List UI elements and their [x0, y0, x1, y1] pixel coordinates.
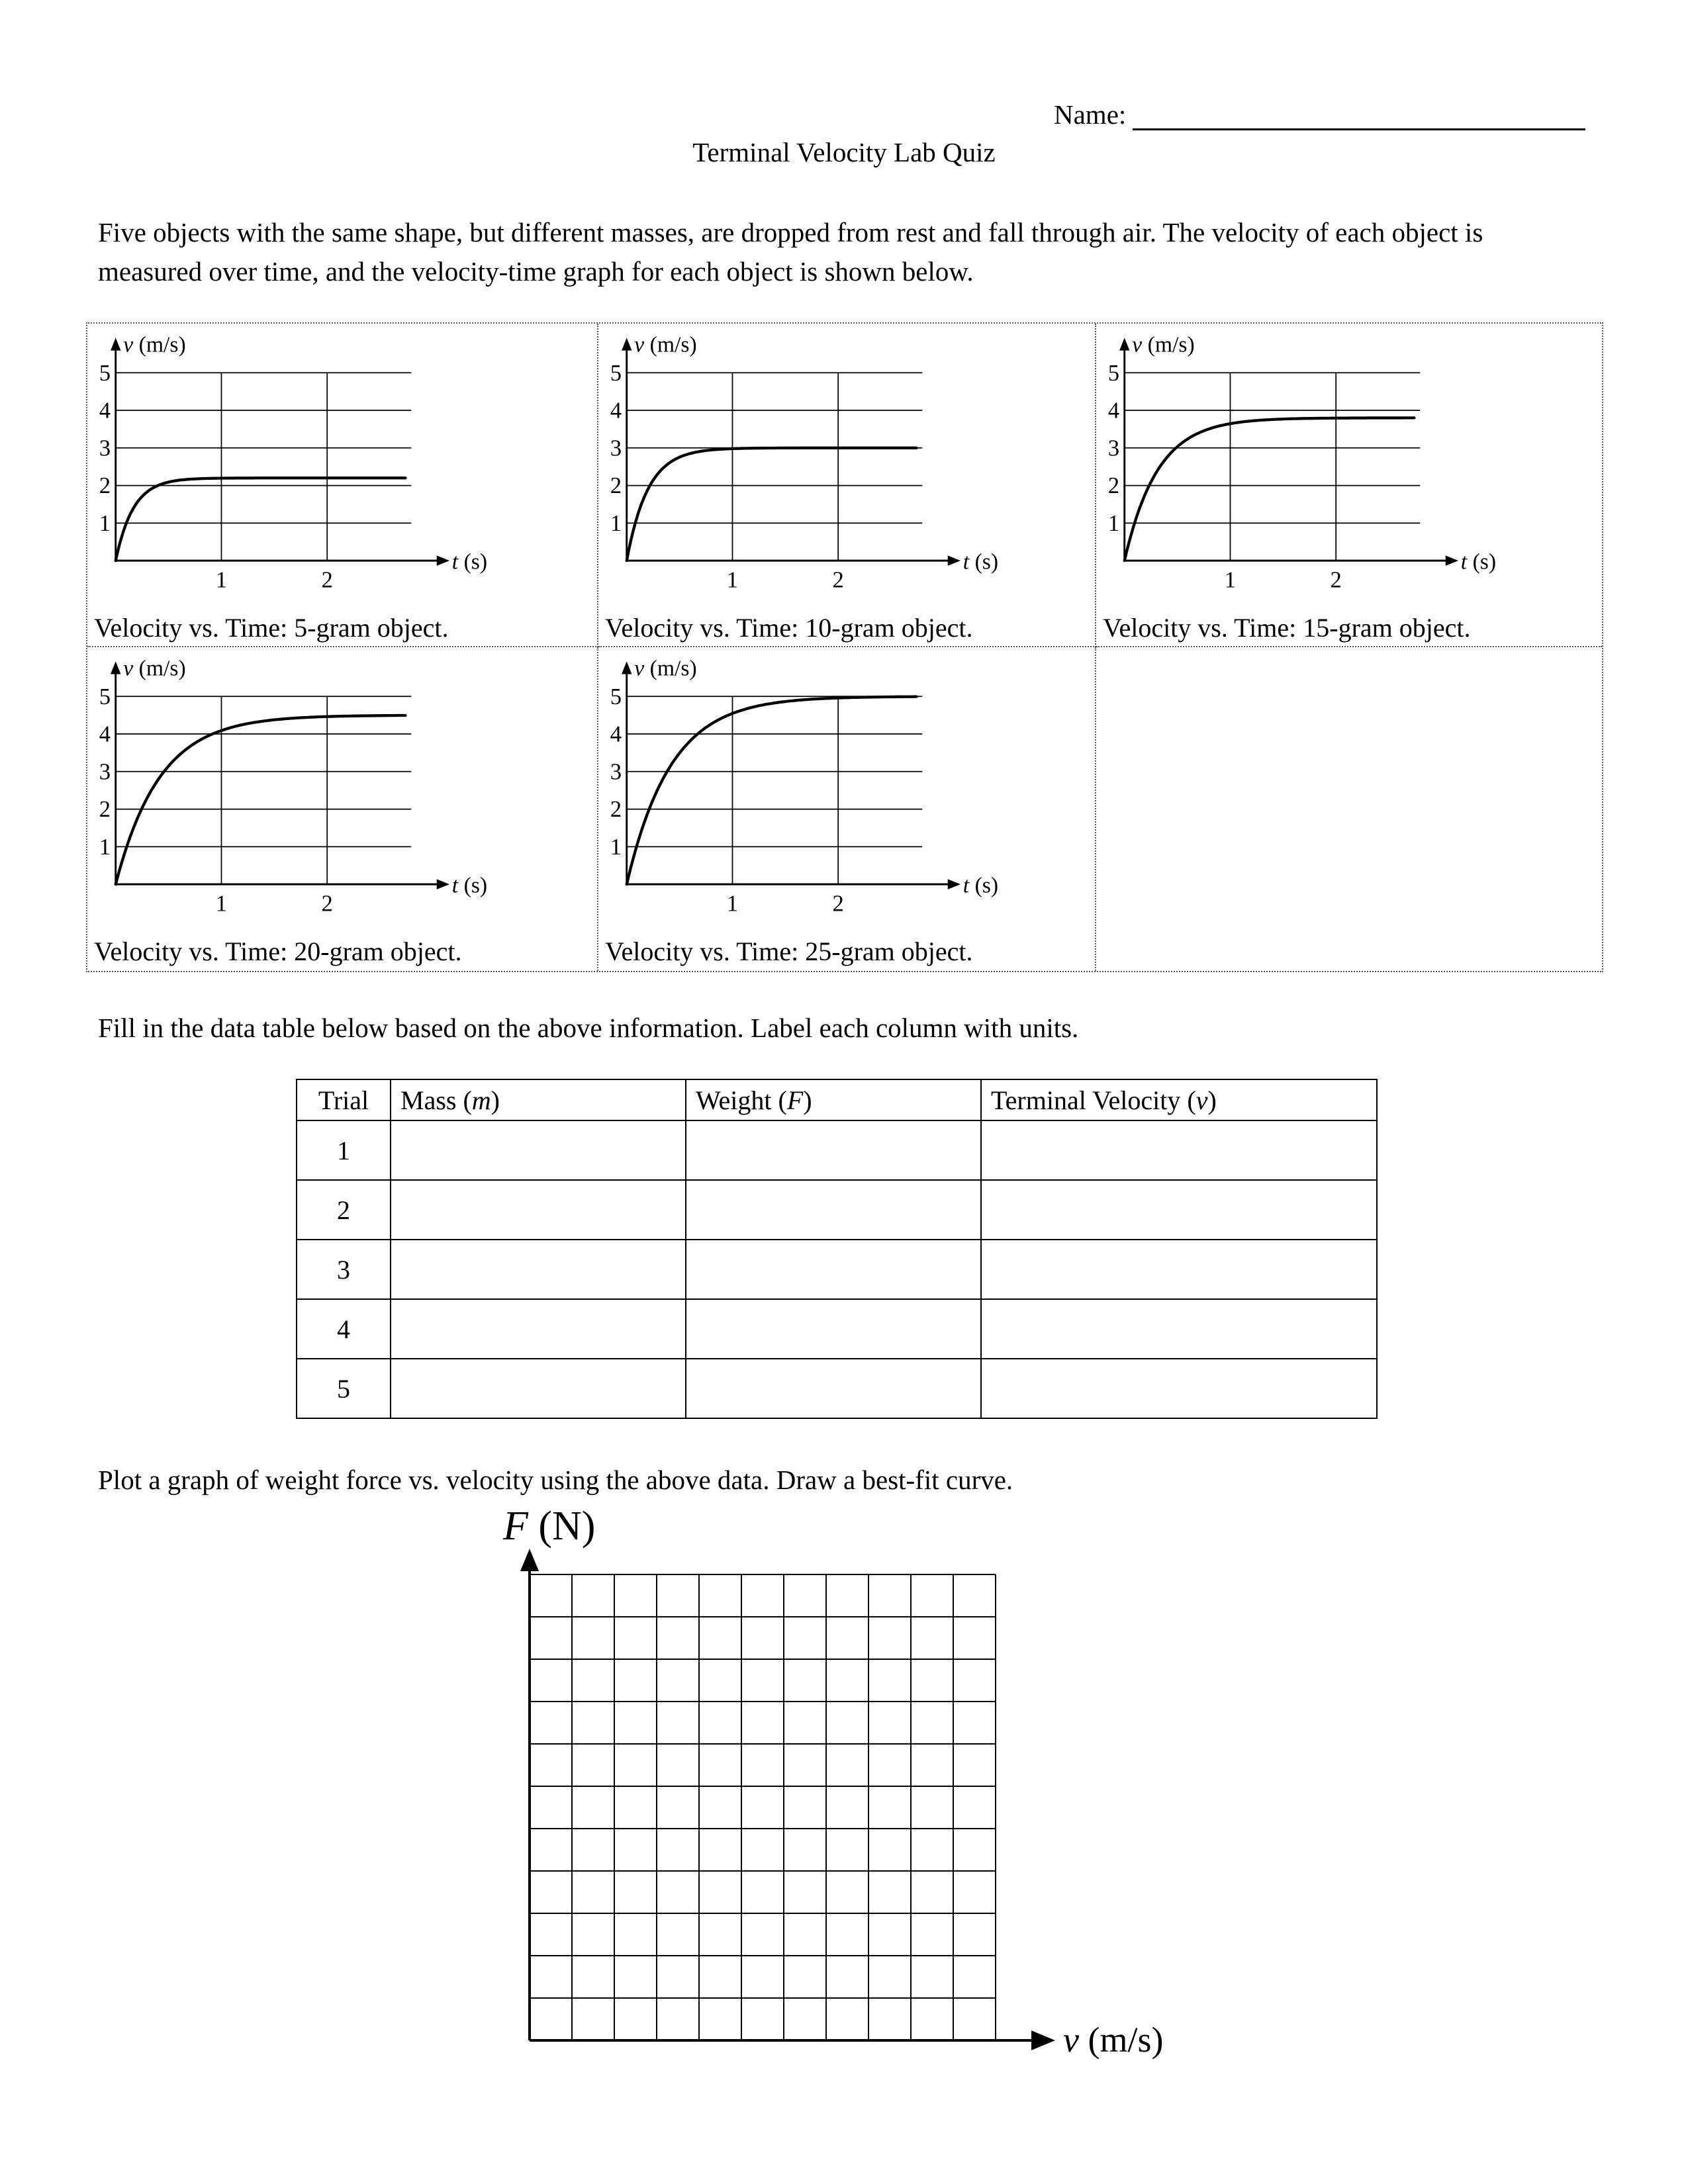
- y-tick-label: 3: [1107, 435, 1120, 461]
- empty-answer-cell: [391, 1359, 686, 1418]
- empty-answer-cell: [391, 1240, 686, 1299]
- empty-answer-cell: [391, 1299, 686, 1359]
- x-tick-label: 1: [726, 567, 739, 593]
- x-tick-label: 1: [1224, 567, 1237, 593]
- velocity-time-graph: [94, 650, 534, 936]
- trial-number-cell: 1: [297, 1120, 391, 1180]
- velocity-curve: [116, 478, 406, 561]
- y-tick-label: 4: [610, 721, 622, 747]
- y-tick-label: 1: [99, 510, 111, 536]
- empty-panel-cell: [1096, 647, 1602, 971]
- y-axis-label: v (m/s): [634, 332, 697, 357]
- y-axis-label: v (m/s): [123, 332, 186, 357]
- name-label: Name:: [1054, 99, 1127, 130]
- blank-plot-area: [483, 1497, 1185, 2093]
- intro-paragraph: Five objects with the same shape, but different masses, are dropped from rest and fall through air. The velocity of each object is measured over time, and the velocity-time graph for each object is shown below.: [98, 217, 1483, 287]
- table-row: [297, 1120, 1377, 1180]
- y-tick-label: 5: [610, 684, 622, 709]
- column-header: Mass (m): [391, 1079, 686, 1120]
- graph-cell-15g: [1096, 324, 1602, 647]
- table-row: [297, 1299, 1377, 1359]
- x-axis-label: t (s): [1460, 549, 1497, 574]
- y-tick-label: 5: [1107, 360, 1120, 386]
- trial-number-cell: 2: [297, 1180, 391, 1240]
- y-tick-label: 4: [1107, 398, 1120, 424]
- fill-table-instruction: Fill in the data table below based on the above information. Label each column with units.: [98, 1013, 1079, 1043]
- y-tick-label: 5: [99, 684, 111, 709]
- empty-answer-cell: [686, 1359, 981, 1418]
- y-axis-arrow-icon: [622, 338, 632, 350]
- graph-caption-10g: Velocity vs. Time: 10-gram object.: [605, 613, 973, 643]
- y-tick-label: 2: [610, 473, 622, 499]
- empty-answer-cell: [686, 1120, 981, 1180]
- empty-answer-cell: [981, 1299, 1377, 1359]
- table-row: [297, 1359, 1377, 1418]
- empty-answer-cell: [391, 1180, 686, 1240]
- y-tick-label: 4: [99, 398, 111, 424]
- y-tick-label: 5: [99, 360, 111, 386]
- empty-answer-cell: [686, 1240, 981, 1299]
- x-axis-arrow-icon: [437, 555, 449, 565]
- y-tick-label: 2: [99, 797, 111, 823]
- y-axis-arrow-icon: [520, 1549, 539, 1571]
- y-tick-label: 3: [99, 435, 111, 461]
- weight-velocity-blank-plot: [483, 1497, 1185, 2093]
- velocity-graphs-panel: [86, 322, 1603, 972]
- empty-answer-cell: [981, 1120, 1377, 1180]
- x-tick-label: 2: [321, 567, 333, 593]
- y-tick-label: 4: [610, 398, 622, 424]
- empty-answer-cell: [686, 1299, 981, 1359]
- velocity-graph-20g: [94, 650, 597, 936]
- velocity-time-graph: [94, 326, 534, 613]
- x-tick-label: 1: [726, 891, 739, 917]
- velocity-time-graph: [1103, 326, 1542, 613]
- y-tick-label: 1: [610, 510, 622, 536]
- name-blank-underline: [1133, 98, 1585, 130]
- velocity-graph-25g: [605, 650, 1095, 936]
- trial-number-cell: 4: [297, 1299, 391, 1359]
- x-tick-label: 2: [832, 891, 844, 917]
- graph-caption-5g: Velocity vs. Time: 5-gram object.: [94, 613, 449, 643]
- y-tick-label: 2: [610, 797, 622, 823]
- velocity-graph-10g: [605, 326, 1095, 613]
- velocity-curve: [627, 448, 917, 561]
- y-tick-label: 5: [610, 360, 622, 386]
- graph-caption-25g: Velocity vs. Time: 25-gram object.: [605, 936, 973, 967]
- table-header-row: [297, 1079, 1377, 1120]
- graph-cell-25g: [598, 647, 1096, 971]
- empty-answer-cell: [981, 1180, 1377, 1240]
- y-axis-label: F (N): [503, 1504, 596, 1549]
- y-tick-label: 2: [1107, 473, 1120, 499]
- empty-answer-cell: [981, 1240, 1377, 1299]
- y-tick-label: 2: [99, 473, 111, 499]
- velocity-time-graph: [605, 650, 1045, 936]
- y-axis-arrow-icon: [1119, 338, 1129, 350]
- y-tick-label: 3: [610, 435, 622, 461]
- x-axis-label: v (m/s): [1063, 2020, 1164, 2060]
- velocity-time-graph: [605, 326, 1045, 613]
- column-header: Weight (F): [686, 1079, 981, 1120]
- x-axis-arrow-icon: [948, 555, 961, 565]
- column-header: Terminal Velocity (v): [981, 1079, 1377, 1120]
- column-header: Trial: [297, 1079, 391, 1120]
- graph-cell-10g: [598, 324, 1096, 647]
- x-axis-label: t (s): [962, 549, 999, 574]
- empty-answer-cell: [686, 1180, 981, 1240]
- y-tick-label: 3: [99, 759, 111, 785]
- velocity-curve: [116, 715, 406, 884]
- table-row: [297, 1240, 1377, 1299]
- x-tick-label: 1: [215, 891, 228, 917]
- trial-number-cell: 5: [297, 1359, 391, 1418]
- page-title: Terminal Velocity Lab Quiz: [692, 137, 996, 167]
- x-axis-label: t (s): [962, 873, 999, 898]
- empty-answer-cell: [981, 1359, 1377, 1418]
- graph-cell-5g: [87, 324, 598, 647]
- velocity-curve: [627, 697, 917, 884]
- name-line: [1054, 98, 1585, 130]
- y-tick-label: 3: [610, 759, 622, 785]
- y-tick-label: 1: [610, 834, 622, 860]
- y-axis-arrow-icon: [111, 338, 120, 350]
- empty-answer-cell: [391, 1120, 686, 1180]
- x-tick-label: 2: [1330, 567, 1342, 593]
- y-axis-arrow-icon: [622, 661, 632, 674]
- y-axis-label: v (m/s): [1132, 332, 1195, 357]
- graph-cell-20g: [87, 647, 598, 971]
- y-tick-label: 1: [99, 834, 111, 860]
- velocity-curve: [1125, 418, 1415, 561]
- x-axis-arrow-icon: [1446, 555, 1458, 565]
- y-axis-label: v (m/s): [123, 656, 186, 681]
- x-axis-arrow-icon: [437, 879, 449, 889]
- x-axis-label: t (s): [451, 873, 488, 898]
- y-tick-label: 4: [99, 721, 111, 747]
- x-axis-arrow-icon: [948, 879, 961, 889]
- table-row: [297, 1180, 1377, 1240]
- graph-caption-15g: Velocity vs. Time: 15-gram object.: [1103, 613, 1471, 643]
- x-axis-label: t (s): [451, 549, 488, 574]
- y-tick-label: 1: [1107, 510, 1120, 536]
- x-tick-label: 2: [321, 891, 333, 917]
- velocity-graph-15g: [1103, 326, 1602, 613]
- x-tick-label: 1: [215, 567, 228, 593]
- x-tick-label: 2: [832, 567, 844, 593]
- data-table: [296, 1079, 1378, 1419]
- velocity-graph-5g: [94, 326, 597, 613]
- y-axis-arrow-icon: [111, 661, 120, 674]
- plot-instruction: Plot a graph of weight force vs. velocity using the above data. Draw a best-fit curve.: [98, 1465, 1013, 1495]
- table-body: [297, 1120, 1377, 1418]
- y-axis-label: v (m/s): [634, 656, 697, 681]
- x-axis-arrow-icon: [1031, 2030, 1055, 2050]
- graph-caption-20g: Velocity vs. Time: 20-gram object.: [94, 936, 462, 967]
- trial-number-cell: 3: [297, 1240, 391, 1299]
